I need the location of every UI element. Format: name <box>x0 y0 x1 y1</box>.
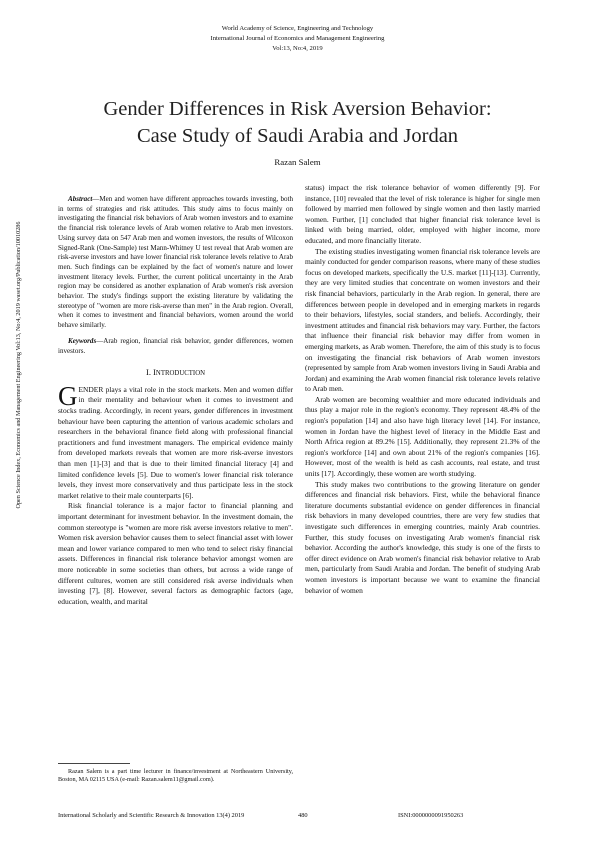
keywords-label: Keywords <box>68 336 97 345</box>
footer-journal: International Scholarly and Scientific Research & Innovation 13(4) 2019 <box>58 812 245 819</box>
footnote-divider <box>58 763 130 764</box>
left-column <box>58 195 293 607</box>
title-line-2: Case Study of Saudi Arabia and Jordan <box>136 125 459 147</box>
author-name: Razan Salem <box>274 157 321 167</box>
journal-header <box>0 24 595 54</box>
footer-isni: ISNI:0000000091950263 <box>398 812 464 819</box>
header-journal: International Journal of Economics and Management Engineering <box>210 35 385 42</box>
section-initial: I <box>153 367 156 378</box>
intro-paragraph-5: Arab women are becoming wealthier and more educated individuals and thus play a major role in the region's economy. They represent 48.4% of the region's population [14] and also have high literacy level [14]. For instance, women in Jordan have the highest level of literacy in the Middle East and North Africa region at 89.2% [15]. Additionally, they represent 21.3% of the region's workforce [14] and own about 21% of the region's companies [16]. However, most of the wealth is held as cash accounts, real estate, and trust units [17]. Accordingly, these women are worth studying. <box>305 394 540 479</box>
title-line-1: Gender Differences in Risk Aversion Behavior: <box>103 98 492 120</box>
abstract-text: —Men and women have different approaches towards investing, both in terms of strategies and risk attitudes. This study aims to focus mainly on investigating the financial risk behaviors of Arab women investors and to examine the financial risk tolerance levels of Arab women relative to Arab men investors. Using survey data on 547 Arab men and women investors, the results of Wilcoxon Signed-Rank (One-Sample) test Mann-Whitney U test reveal that Arab women are risk-averse investors and have lower financial risk tolerance levels relative to Arab men. Such findings can be explained by the fact of women's nature and lower investment literacy levels. Further, the current political uncertainty in the Arab region may be considered as another explanation of Arab women's risk aversion behavior. The study's findings support the existing literature by validating the stereotype of "women are more risk-averse than men" in the Arab region. Overall, when it comes to investment and financial behaviors, women around the world behave similarly. <box>58 195 293 330</box>
right-column <box>305 183 540 596</box>
intro-paragraph-3: status) impact the risk tolerance behavior of women differently [9]. For instance, [10] revealed that the level of risk tolerance is higher for single men followed by married men followed by single women and then lastly married women. Further, [1] concluded that higher financial risk tolerance level is linked with being married, older, employed with higher income, more educated, and more financially literate. <box>305 183 540 245</box>
intro-paragraph-1 <box>58 380 293 502</box>
paper-title <box>40 96 555 150</box>
author-footnote: Razan Salem is a part time lecturer in finance/investment at Northeastern University, Boston, MA 02115 USA (e-mail: Razan.salem11@gmail.com). <box>58 768 293 784</box>
drop-cap: G <box>58 380 78 411</box>
keywords <box>58 337 293 356</box>
intro-paragraph-4: The existing studies investigating women financial risk tolerance levels are mainly conducted for gender comparison reasons, where many of these studies focus on developed markets, specifically the U.S. market [11]-[13]. Currently, they are very limited studies that concentrate on women investors and their risk financial behaviors, particularly in the Arab region. In general, there are differences between people in developed and in emerging markets in regards to their behaviors, lifestyles, social standers, and beliefs. Accordingly, their investment attitudes and financial risk behaviors may vary. Further, the factors that influence their financial risk behavior may differ from women in emerging markets, as Arab women. Therefore, the aim of this study is to focus on investigating the financial risk behaviors of Arab women investors (represented by sample from Arab women investors living in Saudi Arabia and Jordan) and examining the Arab women financial risk tolerance levels relative to Arab men. <box>305 246 540 394</box>
abstract-label: Abstract <box>68 195 93 203</box>
sidebar-index-text: Open Science Index, Economics and Management Engineering Vol:13, No:4, 2019 waset.org/Publication/10010286 <box>15 221 22 509</box>
intro-paragraph-6: This study makes two contributions to the growing literature on gender differences and financial risk behaviors. First, while the behavioral finance literature documents substantial evidence on gender differences in financial risk behaviors in many developed countries, there are very few studies that investigate such differences in emerging countries, mainly Arab countries. Further, this study focuses on investigating Arab women's financial risk behavior. According the author's knowledge, this study is one of the firsts to offer direct evidence on Arab women's financial risk behavior relative to Arab men, particularly from Saudi Arabia and Jordan. The benefit of studying Arab women investors is important because we want to examine the financial behavior of women <box>305 479 540 595</box>
keywords-text: —Arab region, financial risk behavior, gender differences, women investors. <box>58 336 293 355</box>
page-number: 480 <box>298 812 308 819</box>
intro-paragraph-1-text: ENDER plays a vital role in the stock markets. Men and women differ in their mentality and behaviour when it comes to investment and stocks trading. Accordingly, in recent years, gender differences in investment behaviour have been capturing the attention of various academic scholars and researchers in the behavioral finance field along with professional financial practitioners and fund investment managers. The empirical evidence mainly from developed markets reveals that women are more risk-averse investors than men [1]-[3] and that is due to their limited financial literacy [4] and limited confidence levels [5]. Due to women's lower financial risk tolerance levels, they invest more conservatively and thus participate less in the stock market relative to their male counterparts [6]. <box>58 384 293 500</box>
section-title-rest: NTRODUCTION <box>155 370 206 378</box>
header-volume: Vol:13, No:4, 2019 <box>272 45 323 52</box>
abstract <box>58 195 293 331</box>
section-heading-introduction <box>58 367 293 380</box>
intro-paragraph-2: Risk financial tolerance is a major factor to financial planning and important determinant for investment behavior. In the investment domain, the common stereotype is "women are more risk averse investors relative to men". Women risk aversion behavior causes them to select financial asset with lower mean and lower variance compared to men who tend to select risky financial assets. Differences in financial risk tolerance behavior amongst women are more noticeable in some societies than others, but across a wide range of different cultures, women are still considered risk averse individuals when investing [7], [8]. However, several factors as demographic factors (age, education, wealth, and marital <box>58 501 293 606</box>
section-numeral: I. <box>145 367 154 378</box>
header-publisher: World Academy of Science, Engineering and Technology <box>221 25 374 32</box>
